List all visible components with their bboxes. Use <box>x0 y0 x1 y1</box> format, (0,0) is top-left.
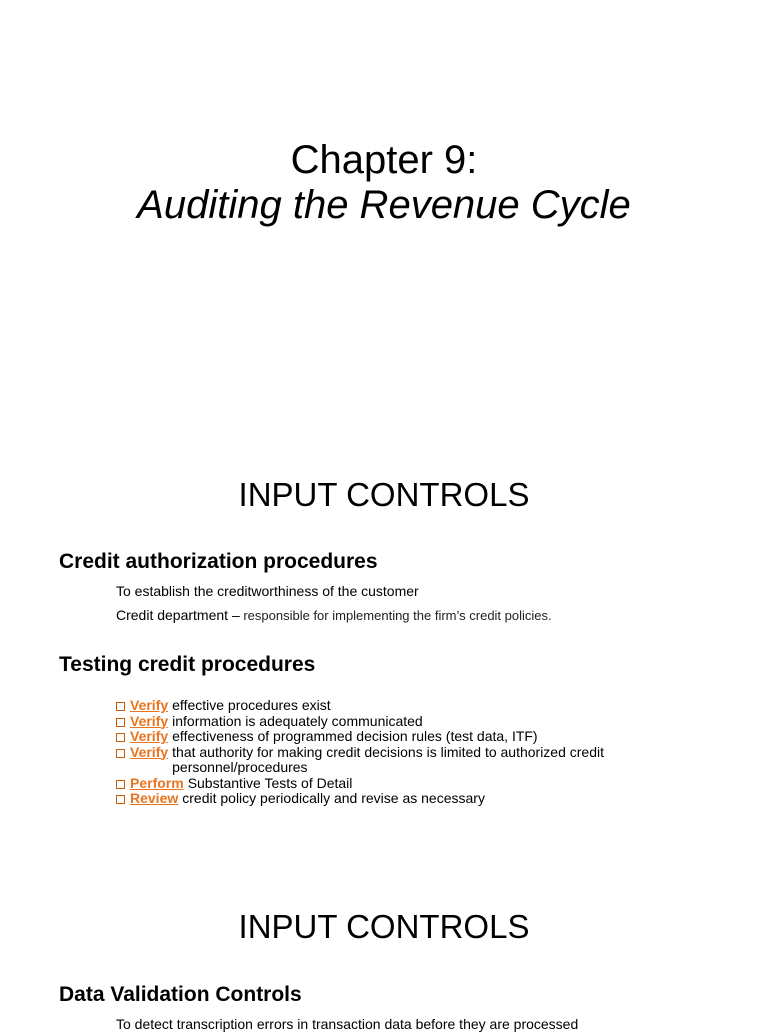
list-item <box>116 791 656 807</box>
text-credit-department <box>116 606 552 625</box>
text-creditworthiness: To establish the creditworthiness of the customer <box>116 583 419 599</box>
list-item <box>116 714 656 730</box>
section-title: INPUT CONTROLS <box>238 476 530 513</box>
heading-credit-authorization: Credit authorization procedures <box>59 550 378 573</box>
section-title-2: INPUT CONTROLS <box>238 908 530 945</box>
list-item <box>116 698 656 714</box>
list-item <box>116 729 656 745</box>
slide-subtitle: Auditing the Revenue Cycle <box>137 183 631 227</box>
bullet-text: Substantive Tests of Detail <box>187 774 353 791</box>
bullet-verb: Perform <box>130 774 184 791</box>
bullet-text: effective procedures exist <box>172 697 331 713</box>
bullet-verb: Verify <box>130 728 169 744</box>
bullet-text: that authority for making credit decisions is limited to authorized credit personnel/procedures <box>172 743 605 775</box>
heading-testing-credit: Testing credit procedures <box>59 653 316 676</box>
credit-department-label: Credit department – <box>116 607 240 623</box>
credit-department-description: responsible for implementing the firm’s credit policies. <box>239 608 552 623</box>
checkbox-bullet-icon <box>116 795 125 804</box>
bullet-text: credit policy periodically and revise as necessary <box>182 790 485 806</box>
bullet-text: information is adequately communicated <box>172 712 423 729</box>
checkbox-bullet-icon <box>116 733 125 742</box>
heading-data-validation: Data Validation Controls <box>59 983 302 1006</box>
checkbox-bullet-icon <box>116 702 125 711</box>
bullet-text: effectiveness of programmed decision rules (test data, ITF) <box>172 728 538 744</box>
bullet-verb: Verify <box>130 743 169 760</box>
bullet-verb: Verify <box>130 697 169 713</box>
slide-title: Chapter 9: <box>290 138 478 182</box>
list-item <box>116 745 656 776</box>
bullet-verb: Review <box>130 790 179 806</box>
checkbox-bullet-icon <box>116 718 125 727</box>
bullet-verb: Verify <box>130 712 169 729</box>
checkbox-bullet-icon <box>116 780 125 789</box>
text-data-validation: To detect transcription errors in transaction data before they are processed <box>116 1016 579 1032</box>
bullet-list <box>116 698 656 807</box>
list-item <box>116 776 656 792</box>
checkbox-bullet-icon <box>116 749 125 758</box>
